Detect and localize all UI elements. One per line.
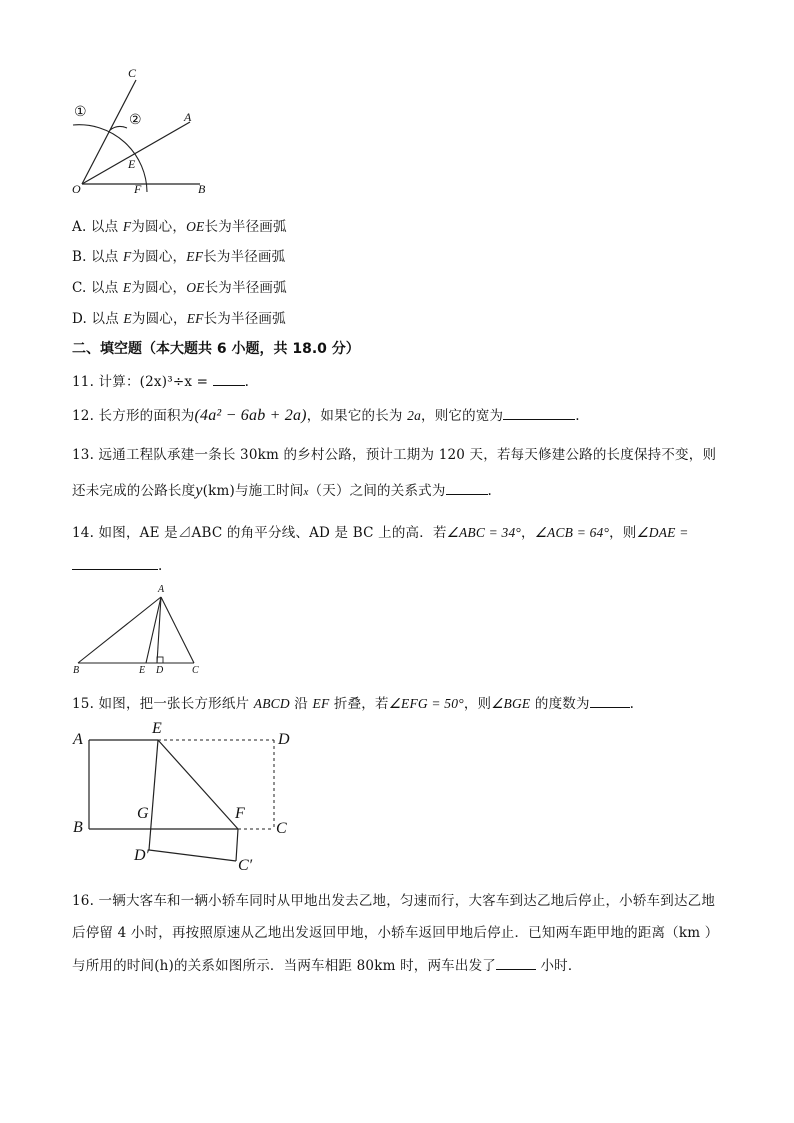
rect-label-g: G: [137, 805, 149, 822]
question-16-line-1: 16. 一辆大客车和一辆小轿车同时从甲地出发去乙地，匀速而行，大客车到达乙地后停止，小轿车到达乙地: [72, 893, 716, 909]
arc-1-marker: ①: [74, 104, 87, 120]
option-d: D. 以点 E为圆心，EF长为半径画弧: [72, 311, 286, 327]
tri-label-d: D: [156, 665, 164, 676]
rect-label-d-prime: D′: [134, 847, 150, 864]
edge-ed2: [149, 740, 158, 850]
rect-label-f: F: [235, 805, 245, 822]
tri-label-e: E: [139, 665, 146, 676]
label-a: A: [184, 110, 192, 124]
tri-label-a: A: [158, 584, 165, 595]
option-c: C. 以点 E为圆心，OE长为半径画弧: [72, 280, 287, 296]
question-14-line-1: 14. 如图，AE 是⊿ABC 的角平分线、AD 是 BC 上的高．若∠ABC = 34°，∠ACB = 64°，则∠DAE =: [72, 525, 689, 541]
arc-2-marker: ②: [129, 112, 142, 128]
question-16-line-2: 后停留 4 小时，再按照原速从乙地出发返回甲地，小轿车返回甲地后停止．已知两车距甲地的距离（km ）: [72, 925, 719, 941]
question-16-line-3: 与所用的时间(h)的关系如图所示．当两车相距 80km 时，两车出发了 小时．: [72, 958, 582, 974]
option-b: B. 以点 F为圆心，EF长为半径画弧: [72, 249, 286, 265]
fold-ef: [158, 740, 238, 829]
rect-label-e: E: [152, 720, 162, 737]
tri-label-c: C: [192, 665, 199, 676]
section-title: 二、填空题（本大题共 6 小题，共 18.0 分）: [72, 341, 360, 357]
question-12: 12. 长方形的面积为(4a² − 6ab + 2a)，如果它的长为 2a，则它的宽为 .: [72, 407, 580, 424]
rect-label-c-prime: C′: [238, 857, 253, 874]
question-13-line-2: 还未完成的公路长度y(km)与施工时间x（天）之间的关系式为 .: [72, 482, 493, 499]
label-o: O: [72, 182, 81, 196]
question-14-line-2: .: [72, 557, 163, 574]
rect-label-c: C: [276, 820, 287, 837]
question-11: 11. 计算：(2x)³÷x = .: [72, 374, 250, 390]
tri-label-b: B: [73, 665, 80, 676]
question-13-line-1: 13. 远通工程队承建一条长 30km 的乡村公路，预计工期为 120 天，若每天修建公路的长度保持不变，则: [72, 447, 717, 463]
answer-blank: [496, 957, 536, 970]
rect-label-d: D: [278, 731, 290, 748]
label-f: F: [134, 182, 142, 196]
edge-d2c2: [149, 850, 236, 861]
rect-label-a: A: [73, 731, 83, 748]
label-e: E: [128, 157, 136, 171]
label-c: C: [128, 66, 137, 80]
label-b: B: [198, 182, 206, 196]
option-a: A. 以点 F为圆心，OE长为半径画弧: [72, 219, 287, 235]
rect-label-b: B: [73, 819, 83, 836]
question-15: 15. 如图，把一张长方形纸片 ABCD 沿 EF 折叠，若∠EFG = 50°，则∠BGE 的度数为 .: [72, 696, 635, 712]
